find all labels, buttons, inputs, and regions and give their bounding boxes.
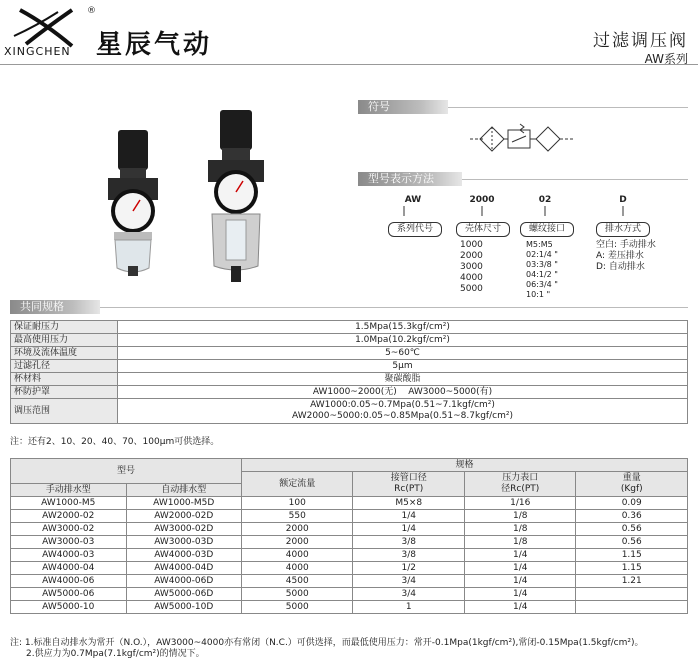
product-series: AW系列 bbox=[644, 52, 688, 66]
cell-gauge: 1/8 bbox=[464, 510, 575, 523]
code-connector-lines bbox=[380, 206, 660, 222]
cell-weight: 1.21 bbox=[576, 575, 688, 588]
cell-auto: AW1000-M5D bbox=[126, 497, 242, 510]
cell-manual: AW5000-10 bbox=[11, 601, 127, 614]
cell-gauge: 1/4 bbox=[464, 562, 575, 575]
cell-flow: 4000 bbox=[242, 562, 353, 575]
cell-weight: 0.36 bbox=[576, 510, 688, 523]
size-option: 3000 bbox=[460, 262, 483, 272]
cell-auto: AW4000-04D bbox=[126, 562, 242, 575]
cell-flow: 5000 bbox=[242, 601, 353, 614]
cell-manual: AW3000-03 bbox=[11, 536, 127, 549]
cell-flow: 4000 bbox=[242, 549, 353, 562]
cell-auto: AW3000-02D bbox=[126, 523, 242, 536]
product-title: 过滤调压阀 bbox=[593, 31, 688, 51]
size-option: 2000 bbox=[460, 251, 483, 261]
box-size: 壳体尺寸 bbox=[456, 222, 510, 237]
cell-weight: 0.09 bbox=[576, 497, 688, 510]
cell-weight: 1.15 bbox=[576, 549, 688, 562]
header-flow: 额定流量 bbox=[242, 472, 353, 497]
size-option: 5000 bbox=[460, 284, 483, 294]
table-row bbox=[11, 347, 688, 360]
cell-auto: AW2000-02D bbox=[126, 510, 242, 523]
drain-options bbox=[596, 240, 656, 273]
spec-label: 杯材料 bbox=[11, 373, 118, 386]
spec-label: 保证耐压力 bbox=[11, 321, 118, 334]
box-port: 螺纹接口 bbox=[520, 222, 574, 237]
port-option: 10:1 " bbox=[526, 290, 551, 299]
size-option: 1000 bbox=[460, 240, 483, 250]
port-option: M5:M5 bbox=[526, 240, 553, 249]
header-spec: 规格 bbox=[242, 459, 688, 472]
spec-label: 环境及流体温度 bbox=[11, 347, 118, 360]
cell-flow: 5000 bbox=[242, 588, 353, 601]
model-code-rule bbox=[462, 179, 688, 180]
table-row bbox=[11, 510, 688, 523]
spec-label: 过滤孔径 bbox=[11, 360, 118, 373]
header-gauge bbox=[464, 472, 575, 497]
cell-manual: AW3000-02 bbox=[11, 523, 127, 536]
cell-weight bbox=[576, 588, 688, 601]
table-row bbox=[11, 562, 688, 575]
registered-mark: ® bbox=[87, 6, 96, 16]
product-image-large bbox=[204, 108, 268, 284]
spec-value bbox=[118, 399, 688, 424]
table-row bbox=[11, 601, 688, 614]
cell-gauge: 1/4 bbox=[464, 575, 575, 588]
cell-flow: 4500 bbox=[242, 575, 353, 588]
cell-manual: AW4000-03 bbox=[11, 549, 127, 562]
code-size: 2000 bbox=[469, 195, 495, 205]
cell-auto: AW3000-03D bbox=[126, 536, 242, 549]
model-note-1: 注: 1.标准自动排水为常开（N.O.），AW3000~4000亦有常闭（N.C.）可供选择，而最低使用压力：常开-0.1Mpa(1kgf/cm²),常闭-0.15Mpa(1.5kgf/cm²)。 bbox=[10, 638, 644, 648]
cell-gauge: 1/8 bbox=[464, 536, 575, 549]
spec-value: 5μm bbox=[118, 360, 688, 373]
header-weight-line1: 重量 bbox=[622, 473, 641, 483]
cell-weight: 1.15 bbox=[576, 562, 688, 575]
section-symbol: 符号 bbox=[358, 100, 448, 114]
spec-note: 注：还有2、10、20、40、70、100μm可供选择。 bbox=[10, 437, 220, 447]
table-row bbox=[11, 549, 688, 562]
cell-auto: AW5000-06D bbox=[126, 588, 242, 601]
port-options bbox=[526, 240, 558, 300]
header-port bbox=[353, 472, 464, 497]
model-note-2: 2.供应力为0.7Mpa(7.1kgf/cm²)的情况下。 bbox=[26, 649, 205, 659]
port-option: 06:3/4 " bbox=[526, 280, 558, 289]
cell-port: 3/8 bbox=[353, 536, 464, 549]
size-option: 4000 bbox=[460, 273, 483, 283]
table-row bbox=[11, 588, 688, 601]
cell-gauge: 1/4 bbox=[464, 549, 575, 562]
cell-port: 1/4 bbox=[353, 510, 464, 523]
spec-value: AW1000~2000(无) AW3000~5000(有) bbox=[118, 386, 688, 399]
table-row bbox=[11, 360, 688, 373]
cell-weight bbox=[576, 601, 688, 614]
brand-name-en: XINGCHEN bbox=[4, 45, 71, 58]
drain-option: A: 差压排水 bbox=[596, 251, 644, 261]
table-header-row bbox=[11, 459, 688, 472]
range-line: AW2000~5000:0.05~0.85Mpa(0.51~8.7kgf/cm²) bbox=[292, 411, 513, 421]
header-gauge-line1: 压力表口 bbox=[502, 473, 539, 483]
header-manual: 手动排水型 bbox=[11, 484, 127, 497]
header-port-line2: Rc(PT) bbox=[394, 484, 424, 494]
table-row bbox=[11, 373, 688, 386]
table-row bbox=[11, 523, 688, 536]
cell-flow: 100 bbox=[242, 497, 353, 510]
header-weight bbox=[576, 472, 688, 497]
code-drain: D bbox=[619, 195, 627, 205]
box-series: 系列代号 bbox=[388, 222, 442, 237]
cell-gauge: 1/4 bbox=[464, 601, 575, 614]
cell-gauge: 1/8 bbox=[464, 523, 575, 536]
table-row bbox=[11, 321, 688, 334]
header-port-line1: 接管口径 bbox=[390, 473, 427, 483]
common-spec-table bbox=[10, 320, 688, 424]
cell-manual: AW4000-06 bbox=[11, 575, 127, 588]
cell-manual: AW1000-M5 bbox=[11, 497, 127, 510]
header-weight-line2: (Kgf) bbox=[620, 484, 643, 494]
range-line: AW1000:0.05~0.7Mpa(0.51~7.1kgf/cm²) bbox=[310, 400, 495, 410]
spec-value: 1.0Mpa(10.2kgf/cm²) bbox=[118, 334, 688, 347]
spec-label: 最高使用压力 bbox=[11, 334, 118, 347]
cell-manual: AW5000-06 bbox=[11, 588, 127, 601]
port-option: 02:1/4 " bbox=[526, 250, 558, 259]
section-model-code: 型号表示方法 bbox=[358, 172, 462, 186]
brand-name-cn: 星辰气动 bbox=[96, 30, 213, 60]
box-drain: 排水方式 bbox=[596, 222, 650, 237]
port-option: 03:3/8 " bbox=[526, 260, 558, 269]
header-gauge-line2: 径Rc(PT) bbox=[501, 484, 540, 494]
header-model: 型号 bbox=[11, 459, 242, 484]
code-port: 02 bbox=[538, 195, 552, 205]
cell-port: 3/8 bbox=[353, 549, 464, 562]
cell-manual: AW4000-04 bbox=[11, 562, 127, 575]
filter-regulator-symbol-icon bbox=[470, 122, 574, 156]
cell-port: 1 bbox=[353, 601, 464, 614]
spec-label: 杯防护罩 bbox=[11, 386, 118, 399]
section-common-spec: 共同规格 bbox=[10, 300, 100, 314]
cell-gauge: 1/16 bbox=[464, 497, 575, 510]
cell-port: 1/2 bbox=[353, 562, 464, 575]
cell-auto: AW4000-06D bbox=[126, 575, 242, 588]
spec-value: 聚碳酸脂 bbox=[118, 373, 688, 386]
table-row bbox=[11, 536, 688, 549]
cell-port: 1/4 bbox=[353, 523, 464, 536]
cell-flow: 550 bbox=[242, 510, 353, 523]
table-row bbox=[11, 575, 688, 588]
header-divider bbox=[0, 64, 698, 65]
spec-label: 调压范围 bbox=[11, 399, 118, 424]
model-notes bbox=[10, 638, 690, 660]
port-option: 04:1/2 " bbox=[526, 270, 558, 279]
table-row bbox=[11, 497, 688, 510]
cell-auto: AW4000-03D bbox=[126, 549, 242, 562]
cell-weight: 0.56 bbox=[576, 523, 688, 536]
cell-flow: 2000 bbox=[242, 536, 353, 549]
table-row bbox=[11, 386, 688, 399]
cell-auto: AW5000-10D bbox=[126, 601, 242, 614]
drain-option: D: 自动排水 bbox=[596, 262, 645, 272]
product-image-small bbox=[104, 128, 162, 278]
xingchen-logo-icon bbox=[6, 6, 86, 48]
cell-flow: 2000 bbox=[242, 523, 353, 536]
spec-value: 1.5Mpa(15.3kgf/cm²) bbox=[118, 321, 688, 334]
spec-value: 5~60℃ bbox=[118, 347, 688, 360]
common-spec-rule bbox=[100, 307, 688, 308]
symbol-rule bbox=[448, 107, 688, 108]
model-spec-table bbox=[10, 458, 688, 614]
cell-port: 3/4 bbox=[353, 575, 464, 588]
code-series: AW bbox=[404, 195, 422, 205]
cell-weight: 0.56 bbox=[576, 536, 688, 549]
cell-port: M5×8 bbox=[353, 497, 464, 510]
drain-option: 空白: 手动排水 bbox=[596, 240, 656, 250]
cell-manual: AW2000-02 bbox=[11, 510, 127, 523]
cell-port: 3/4 bbox=[353, 588, 464, 601]
header-auto: 自动排水型 bbox=[126, 484, 242, 497]
table-row bbox=[11, 399, 688, 424]
cell-gauge: 1/4 bbox=[464, 588, 575, 601]
table-row bbox=[11, 334, 688, 347]
size-options bbox=[460, 240, 483, 295]
